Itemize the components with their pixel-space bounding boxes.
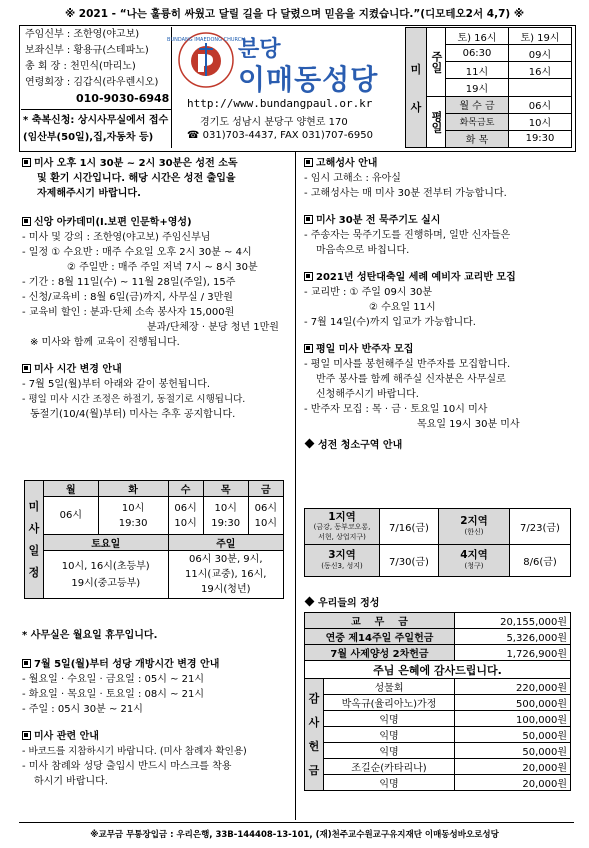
footer-rule xyxy=(19,822,574,823)
rosary-line: - 주송자는 묵주기도를 진행하며, 일반 신자들은 xyxy=(304,230,511,241)
offering-amount: 20,155,000원 xyxy=(455,613,571,629)
offering-table xyxy=(304,612,571,791)
zone-date: 7/16(금) xyxy=(380,509,439,545)
cleaning-table xyxy=(304,508,571,577)
box-bullet-icon xyxy=(22,217,31,226)
sunday-times: 06시 30분, 9시, xyxy=(189,554,263,565)
offering-amount: 1,726,900원 xyxy=(455,645,571,661)
zone-area: (한신) xyxy=(464,527,484,536)
sun-time: 11시 xyxy=(446,62,509,79)
day-times: 06시 10시 xyxy=(168,497,203,535)
mass-change-line: - 평일 미사 시간 조정은 하절기, 동절기로 시행됩니다. xyxy=(22,394,246,405)
day-header: 목 xyxy=(203,481,248,497)
notice-disinfection-3: 자제해주시기 바랍니다. xyxy=(37,188,141,199)
box-bullet-icon xyxy=(22,158,31,167)
notice-disinfection-2: 및 환기 시간입니다. 해당 시간은 성전 출입을 xyxy=(37,173,236,184)
zone-area: (금강, 동부코오롱, xyxy=(313,522,371,531)
organist-line: - 평일 미사를 봉헌해주실 반주자를 모집합니다. xyxy=(304,359,511,370)
catechism-title: 2021년 성탄대축일 세례 예비자 교리반 모집 xyxy=(304,270,574,285)
staff-president: 총 회 장 : 천민식(마리노) xyxy=(25,61,136,72)
catechism-line: ② 수요일 11시 xyxy=(369,302,436,313)
zone-date: 8/6(금) xyxy=(510,545,571,577)
donor-amount: 100,000원 xyxy=(455,711,571,727)
day-header: 화 xyxy=(98,481,168,497)
diamond-bullet-icon xyxy=(305,439,315,449)
church-logo xyxy=(167,30,245,90)
donor-amount: 500,000원 xyxy=(455,695,571,711)
organist-line: 신청해주시기 바랍니다. xyxy=(316,389,419,400)
table-side: 일 xyxy=(28,543,40,557)
mass-side-1: 미 xyxy=(410,62,422,76)
donation-side: 사 xyxy=(308,715,320,729)
day-header: 월 xyxy=(44,481,99,497)
organist-line: 목요일 19시 30분 미사 xyxy=(417,419,520,430)
open-hours-line: - 화요일 · 목요일 · 토요일 : 08시 ~ 21시 xyxy=(22,689,205,700)
box-bullet-icon xyxy=(22,364,31,373)
saturday-times: 10시, 16시(초등부) xyxy=(61,560,150,572)
zone-area: (동신3, 성지) xyxy=(321,561,363,570)
offering-amount: 5,326,000원 xyxy=(455,629,571,645)
donor-amount: 20,000원 xyxy=(455,759,571,775)
mass-guide-line: - 미사 참례와 성당 출입시 반드시 마스크를 착용 xyxy=(22,761,232,772)
academy-line: - 기간 : 8월 11일(수) ~ 11월 28일(주일), 15주 xyxy=(22,277,236,288)
weekday-time: 06시 xyxy=(509,96,572,113)
weekday-days: 화 목 xyxy=(446,130,509,147)
day-header: 수 xyxy=(168,481,203,497)
table-side: 사 xyxy=(28,521,40,535)
box-bullet-icon xyxy=(22,731,31,740)
academy-line: - 미사 및 강의 : 조한영(야고보) 주임신부님 xyxy=(22,232,211,243)
academy-line: ※ 미사와 함께 교육이 진행됩니다. xyxy=(30,337,180,348)
logo-ring-text: BUNDANG IMAEDONG CHURCH xyxy=(167,37,245,43)
donation-side: 헌 xyxy=(308,739,320,753)
mass-schedule-table xyxy=(24,480,284,599)
confession-line: - 고해성사는 매 미사 30분 전부터 가능합니다. xyxy=(304,188,507,199)
sunday-times: 19시(청년) xyxy=(201,584,251,595)
weekday-label: 평일 xyxy=(427,96,446,147)
academy-title: 신앙 아카데미(Ⅰ.보편 인문학+영성) xyxy=(22,215,292,230)
staff-assistant: 보좌신부 : 황용규(스테파노) xyxy=(25,45,149,56)
left-column-bottom xyxy=(22,628,292,789)
zone-name: 3지역 xyxy=(328,548,356,561)
donor-name: 익명 xyxy=(324,711,455,727)
donor-amount: 20,000원 xyxy=(455,775,571,791)
donor-amount: 50,000원 xyxy=(455,727,571,743)
donor-name: 조길순(카타리나) xyxy=(324,759,455,775)
diamond-bullet-icon xyxy=(305,597,315,607)
top-motto: ※ 2021 - “나는 훌륭히 싸웠고 달릴 길을 다 달렸으며 믿음을 지켰습니다.”(디모테오2서 4,7) ※ xyxy=(64,8,525,20)
left-column xyxy=(22,156,292,422)
staff-liaison: 연령회장 : 김갑식(라우렌시오) xyxy=(25,77,159,88)
blessing-notice: * 축복신청: 상시사무실에서 접수 xyxy=(23,115,169,126)
day-times: 06시 10시 xyxy=(248,497,283,535)
open-hours-line: - 월요일 · 수요일 · 금요일 : 05시 ~ 21시 xyxy=(22,674,205,685)
blessing-notice-detail: (임산부(50일),집,자동차 등) xyxy=(23,132,154,143)
offering-title: 우리들의 정성 xyxy=(304,596,379,611)
donor-amount: 220,000원 xyxy=(455,679,571,695)
sunday-label: 주일 xyxy=(427,28,446,97)
zone-name: 2지역 xyxy=(460,514,488,527)
donor-name: 박옥규(율리아노)가정 xyxy=(324,695,455,711)
mass-change-line: 동절기(10/4(월)부터) 미사는 추후 공지합니다. xyxy=(30,409,236,420)
weekday-time: 19:30 xyxy=(509,130,572,147)
mass-change-title: 미사 시간 변경 안내 xyxy=(22,362,292,377)
box-bullet-icon xyxy=(22,659,31,668)
weekday-time: 10시 xyxy=(509,113,572,130)
zone-area: (청구) xyxy=(464,561,484,570)
staff-box xyxy=(21,27,172,148)
academy-line: ② 주일반 : 매주 주일 저녁 7시 ~ 8시 30분 xyxy=(67,262,258,273)
sun-time: 19시 xyxy=(446,79,509,96)
offering-label: 7월 사제양성 2차헌금 xyxy=(305,645,455,661)
footer-bank-info: ※교무금 무통장입금 : 우리은행, 33B-144408-13-101, (재)천주교수원교구유지재단 이매동성바오로성당 xyxy=(90,830,499,840)
church-url[interactable]: http://www.bundangpaul.or.kr xyxy=(187,97,373,110)
donation-side: 감 xyxy=(308,691,320,705)
day-header: 금 xyxy=(248,481,283,497)
confession-line: - 임시 고해소 : 유아실 xyxy=(304,173,401,184)
mass-guide-line: 하시기 바랍니다. xyxy=(34,776,108,787)
zone-name: 1지역 xyxy=(328,510,356,523)
staff-phone: 010-9030-6948 xyxy=(76,92,170,105)
open-hours-title: 7월 5일(월)부터 성당 개방시간 변경 안내 xyxy=(22,657,292,672)
donor-amount: 50,000원 xyxy=(455,743,571,759)
thanks-banner: 주님 은혜에 감사드립니다. xyxy=(305,661,571,679)
catechism-line: - 교리반 : ① 주일 09시 30분 xyxy=(304,287,433,298)
organist-title: 평일 미사 반주자 모집 xyxy=(304,342,574,357)
day-times: 10시 19:30 xyxy=(98,497,168,535)
sunday-times: 11시(교중), 16시, xyxy=(185,569,267,580)
donor-name: 성물회 xyxy=(324,679,455,695)
sunday-header: 주일 xyxy=(168,535,283,551)
weekday-days: 월 수 금 xyxy=(446,96,509,113)
catechism-line: - 7월 14일(수)까지 입교가 가능합니다. xyxy=(304,317,476,328)
donor-name: 익명 xyxy=(324,743,455,759)
box-bullet-icon xyxy=(304,158,313,167)
office-note: * 사무실은 월요일 휴무입니다. xyxy=(22,630,158,641)
column-divider xyxy=(295,152,296,820)
sat-19: 토) 19시 xyxy=(509,28,572,45)
academy-line: - 일정 ① 수요반 : 매주 수요일 오후 2시 30분 ~ 4시 xyxy=(22,247,252,258)
mass-guide-title: 미사 관련 안내 xyxy=(22,729,292,744)
academy-line: - 교육비 할인 : 분과·단체 소속 봉사자 15,000원 xyxy=(22,307,235,318)
mass-guide-line: - 바코드를 지참하시기 바랍니다. (미사 참례자 확인용) xyxy=(22,746,247,757)
saturday-header: 토요일 xyxy=(44,535,169,551)
mass-change-line: - 7월 5일(월)부터 아래와 같이 봉헌됩니다. xyxy=(22,379,211,390)
organist-line: 반주 봉사를 함께 해주실 신자분은 사무실로 xyxy=(316,374,506,385)
donation-side: 금 xyxy=(308,763,320,777)
offering-label: 연중 제14주일 주일헌금 xyxy=(305,629,455,645)
zone-area: 서현, 상업지구) xyxy=(318,532,366,541)
church-name-2: 이매동성당 xyxy=(238,63,379,96)
box-bullet-icon xyxy=(304,272,313,281)
church-address: 경기도 성남시 분당구 양현로 170 xyxy=(200,117,348,128)
offering-label: 교 무 금 xyxy=(305,613,455,629)
table-side: 정 xyxy=(28,565,40,579)
zone-date: 7/23(금) xyxy=(510,509,571,545)
box-bullet-icon xyxy=(304,344,313,353)
right-column xyxy=(304,156,574,453)
academy-line: - 신청/교육비 : 8월 6일(금)까지, 사무실 / 3만원 xyxy=(22,292,233,303)
organist-line: - 반주자 모집 : 목 · 금 · 토요일 10시 미사 xyxy=(304,404,488,415)
cleaning-title: 성전 청소구역 안내 xyxy=(304,438,574,453)
table-side: 미 xyxy=(28,499,40,513)
notice-disinfection: 미사 오후 1시 30분 ~ 2시 30분은 성전 소독 xyxy=(22,156,292,171)
church-name-1: 분당 xyxy=(238,37,281,62)
weekday-days: 화목금토 xyxy=(446,113,509,130)
zone-name: 4지역 xyxy=(460,548,488,561)
staff-pastor: 주임신부 : 조한영(야고보) xyxy=(25,29,140,40)
donor-name: 익명 xyxy=(324,727,455,743)
sun-time: 09시 xyxy=(509,45,572,62)
church-tel: ☎ 031)703-4437, FAX 031)707-6950 xyxy=(187,130,373,141)
academy-line: 분과/단체장 · 분당 청년 1만원 xyxy=(147,322,279,333)
sun-time: 16시 xyxy=(509,62,572,79)
rosary-title: 미사 30분 전 묵주기도 실시 xyxy=(304,213,574,228)
day-times: 10시 19:30 xyxy=(203,497,248,535)
saturday-times: 19시(중고등부) xyxy=(71,577,141,589)
open-hours-line: - 주일 : 05시 30분 ~ 21시 xyxy=(22,704,143,715)
sun-time: 06:30 xyxy=(446,45,509,62)
box-bullet-icon xyxy=(304,215,313,224)
mass-box xyxy=(405,27,572,148)
confession-title: 고해성사 안내 xyxy=(304,156,574,171)
rosary-line: 마음속으로 바칩니다. xyxy=(316,245,410,256)
day-times: 06시 xyxy=(44,497,99,535)
zone-date: 7/30(금) xyxy=(380,545,439,577)
sat-16: 토) 16시 xyxy=(446,28,509,45)
mass-side-2: 사 xyxy=(410,100,422,114)
donor-name: 익명 xyxy=(324,775,455,791)
